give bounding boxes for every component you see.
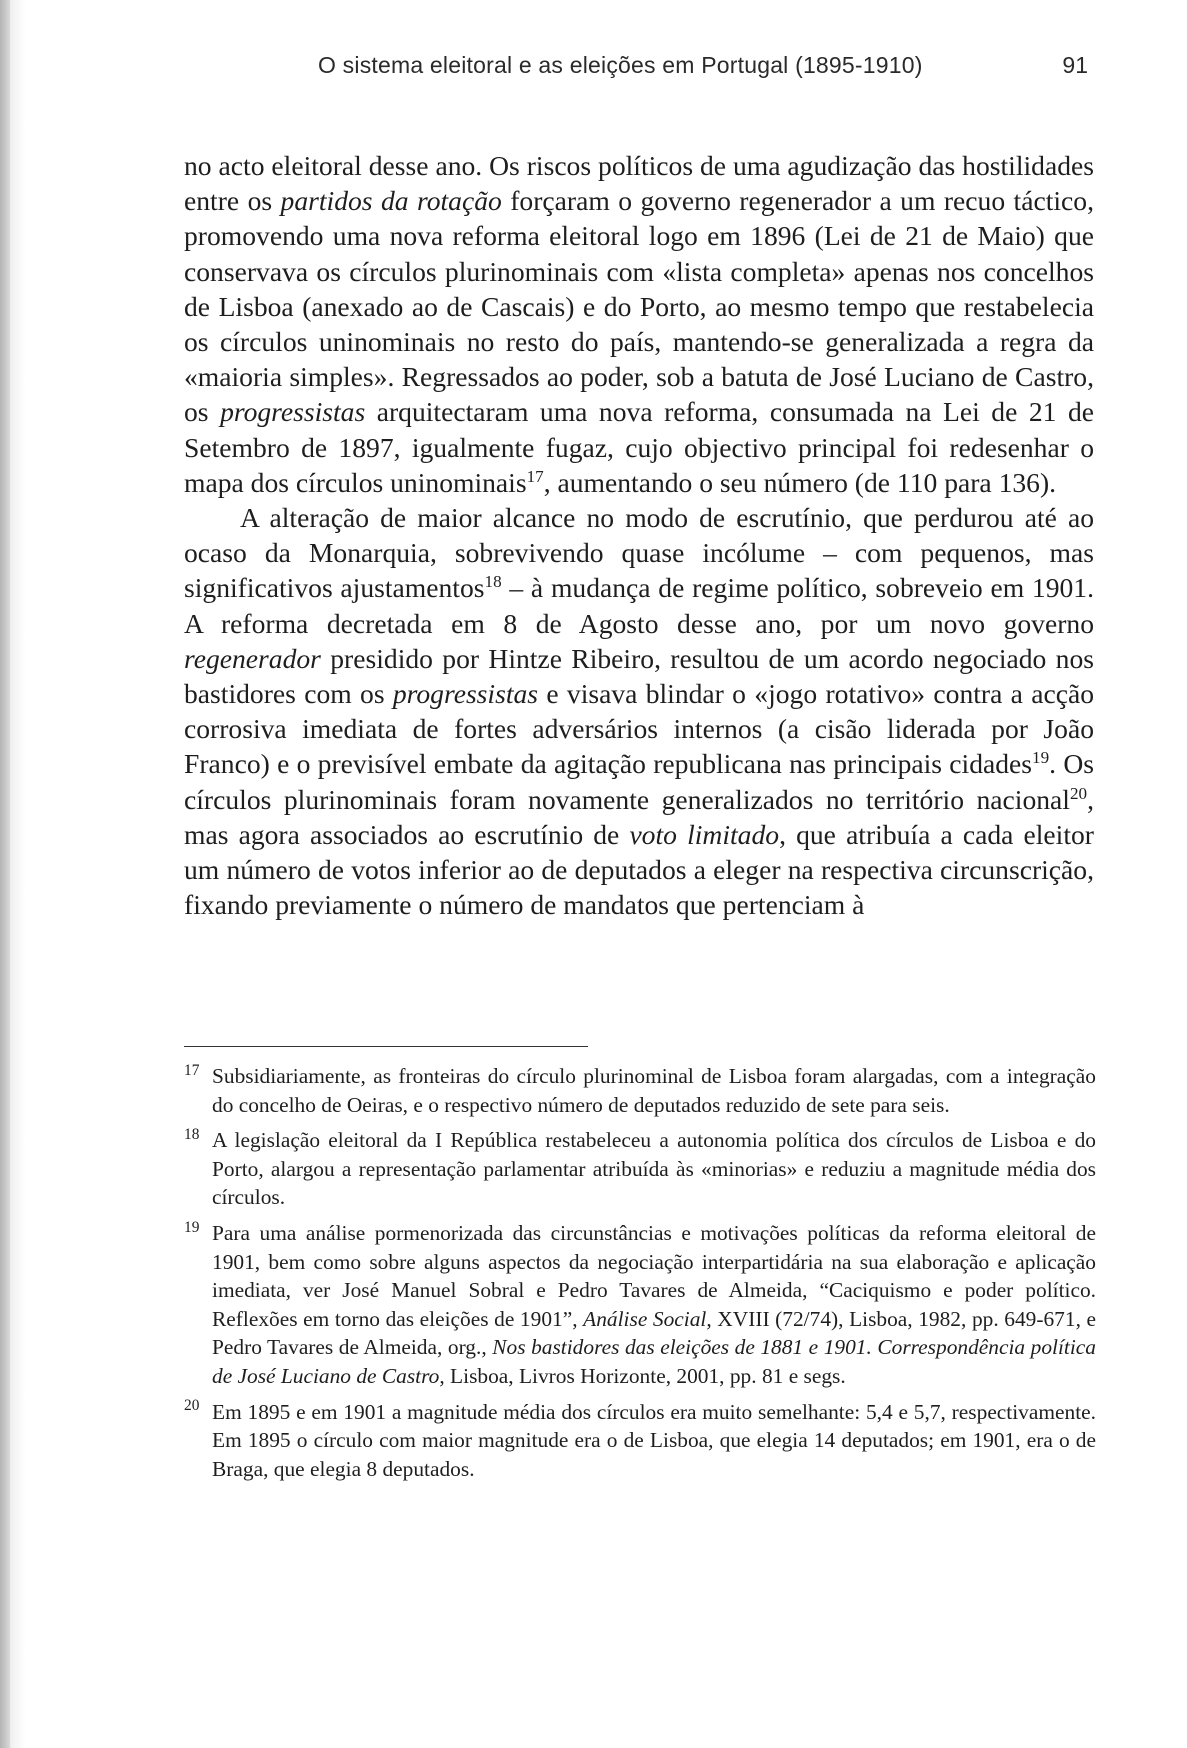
footnote-text: Subsidiariamente, as fronteiras do círculo plurinominal de Lisboa foram alargadas, com a integração do concelho de Oeiras, e o respectivo número de deputados reduzido de sete para seis. [212, 1064, 1096, 1117]
text-run: forçaram o governo regenerador a um recuo táctico, promovendo uma nova reforma eleitoral logo em 1896 (Lei de 21 de Maio) que conservava os círculos plurinominais com «lista completa» apenas nos concelhos de Lisboa (anexado ao de Cascais) e do Porto, ao mesmo tempo que restabelecia os círculos uninominais no resto do país, mantendo-se generalizada a regra da «maioria simples». Regressados ao poder, sob a batuta de José Luciano de Castro, os [184, 185, 1094, 428]
footnote-ref-20[interactable]: 20 [1069, 783, 1088, 803]
italic-term: voto limitado [629, 818, 780, 850]
footnote-text: Em 1895 e em 1901 a magnitude média dos círculos era muito semelhante: 5,4 e 5,7, respectivamente. Em 1895 o círculo com maior magnitude era o de Lisboa, que elegia 14 deputados; em 1901, era o de Braga, que elegia 8 deputados. [212, 1399, 1096, 1481]
page-number: 91 [1062, 52, 1088, 78]
footnotes [184, 1062, 1096, 1490]
footnote-20: 20 Em 1895 e em 1901 a magnitude média dos círculos era muito semelhante: 5,4 e 5,7, respectivamente. Em 1895 o círculo com maior magnitude era o de Lisboa, que elegia 14 deputados; em 1901, era o de Braga, que elegia 8 deputados. [184, 1397, 1096, 1481]
footnote-ref-19[interactable]: 19 [1032, 748, 1050, 768]
text-run: A alteração de maior alcance no modo de escrutínio, que perdurou até ao ocaso da Monarquia, sobrevivendo quase incólume – com pequenos, mas significativos ajustamentos [184, 502, 1094, 604]
italic-title: Análise Social [583, 1306, 707, 1331]
running-header [318, 46, 1098, 86]
footnote-18: 18 A legislação eleitoral da I República restabeleceu a autonomia política dos círculos de Lisboa e do Porto, alargou a representação parlamentar atribuída às «minorias» e reduziu a magnitude média dos círculos. [184, 1126, 1096, 1210]
footnote-19: 19 Para uma análise pormenorizada das circunstâncias e motivações políticas da reforma eleitoral de 1901, bem como sobre alguns aspectos da negociação interpartidária na sua elaboração e aplicação imediata, ver José Manuel Sobral e Pedro Tavares de Almeida, “Caciquismo e poder político. Reflexões em torno das eleições de 1901”, Análise Social, XVIII (72/74), Lisboa, 1982, pp. 649-671, e Pedro Tavares de Almeida, org., Nos bastidores das eleições de 1881 e 1901. Correspondência política de José Luciano de Castro, Lisboa, Livros Horizonte, 2001, pp. 81 e segs. [184, 1218, 1096, 1388]
footnote-text: Para uma análise pormenorizada das circunstâncias e motivações políticas da reforma eleitoral de 1901, bem como sobre alguns aspectos da negociação interpartidária na sua elaboração e aplicação imediata, ver José Manuel Sobral e Pedro Tavares de Almeida, “Caciquismo e poder político. Reflexões em torno das eleições de 1901”, [212, 1220, 1096, 1331]
italic-title: Nos bastidores das eleições de 1881 e 1901. Correspondência política de José Luciano de Castro [212, 1335, 1096, 1388]
footnote-ref-17[interactable]: 17 [526, 466, 544, 486]
text-run: . Os círculos plurinominais foram novamente generalizados no território nacional [184, 748, 1094, 815]
text-run: no acto eleitoral desse ano. Os riscos políticos de uma agudização das hostilidades entre os [184, 150, 1094, 217]
text-run: , aumentando o seu número (de 110 para 136). [543, 466, 1057, 498]
footnote-text: A legislação eleitoral da I República restabeleceu a autonomia política dos círculos de Lisboa e do Porto, alargou a representação parlamentar atribuída às «minorias» e reduziu a magnitude média dos círculos. [212, 1128, 1096, 1210]
text-run: e visava blindar o «jogo rotativo» contra a acção corrosiva imediata de fortes adversários internos (a cisão liderada por João Franco) e o previsível embate da agitação republicana nas principais cidades [184, 678, 1094, 780]
text-run: , que atribuía a cada eleitor um número de votos inferior ao de deputados a eleger na respectiva circunscrição, fixando previamente o número de mandatos que pertenciam à [184, 818, 1094, 921]
paragraph-2 [184, 500, 1094, 922]
footnote-ref-18[interactable]: 18 [484, 572, 502, 592]
italic-term: regenerador [184, 642, 321, 674]
book-spine-shadow [0, 0, 10, 1748]
paragraph-1 [184, 148, 1094, 500]
running-title: O sistema eleitoral e as eleições em Portugal (1895-1910) [318, 52, 923, 78]
italic-term: progressistas [220, 396, 366, 428]
italic-term: partidos da rotação [280, 185, 502, 217]
footnote-text: , Lisboa, Livros Horizonte, 2001, pp. 81 e segs. [439, 1363, 846, 1388]
footnote-text: , XVIII (72/74), Lisboa, 1982, pp. 649-671, e Pedro Tavares de Almeida, org., [212, 1306, 1096, 1360]
text-run: – à mudança de regime político, sobreveio em 1901. A reforma decretada em 8 de Agosto desse ano, por um novo governo [184, 572, 1095, 639]
main-text [184, 148, 1094, 922]
text-run: , mas agora associados ao escrutínio de [184, 783, 1094, 850]
footnote-17: 17 Subsidiariamente, as fronteiras do círculo plurinominal de Lisboa foram alargadas, com a integração do concelho de Oeiras, e o respectivo número de deputados reduzido de sete para seis. [184, 1061, 1096, 1117]
footnote-divider [184, 1046, 588, 1047]
text-run: arquitectaram uma nova reforma, consumada na Lei de 21 de Setembro de 1897, igualmente fugaz, cujo objectivo principal foi redesenhar o mapa dos círculos uninominais [184, 396, 1095, 498]
italic-term: progressistas [392, 678, 539, 710]
text-run: presidido por Hintze Ribeiro, resultou de um acordo negociado nos bastidores com os [184, 642, 1094, 710]
